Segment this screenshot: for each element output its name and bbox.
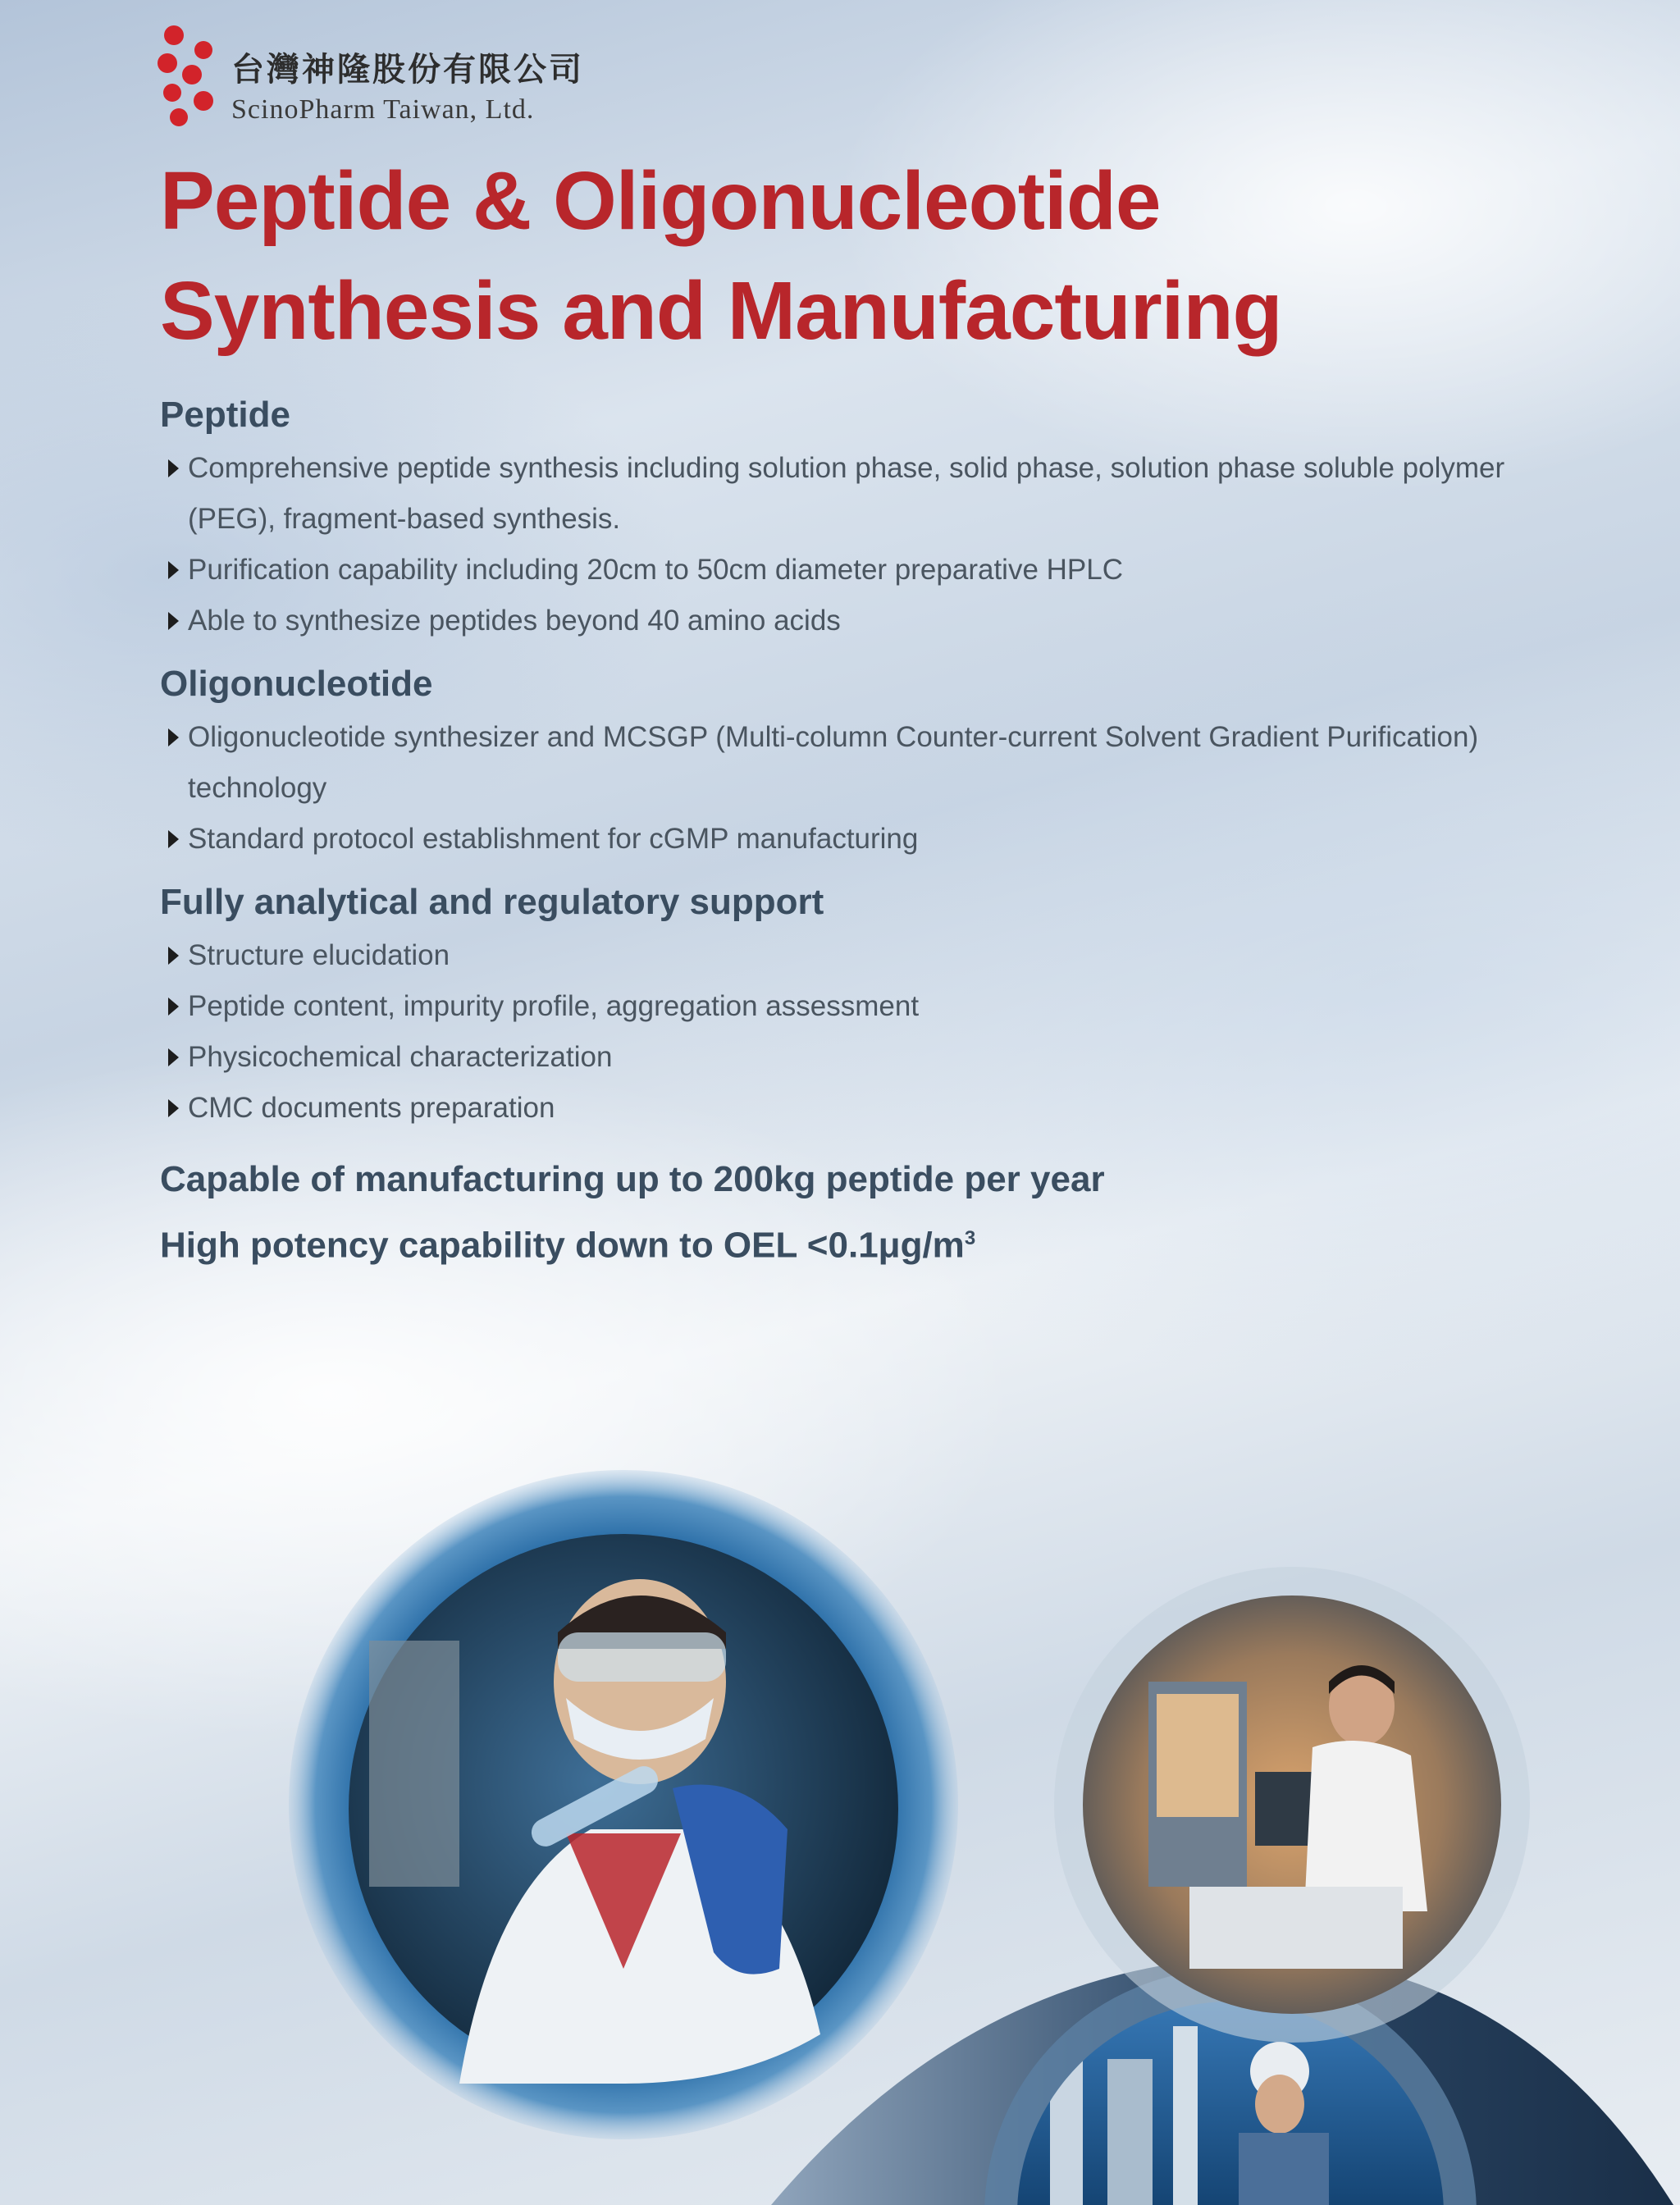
- list-item: Able to synthesize peptides beyond 40 amino acids: [160, 596, 1554, 646]
- scinopharm-logo-icon: [156, 21, 221, 127]
- section-oligonucleotide: [160, 661, 1554, 865]
- unit-exponent: 3: [964, 1227, 976, 1249]
- page-title: [160, 146, 1282, 366]
- list-item: CMC documents preparation: [160, 1083, 1554, 1134]
- lab-technician-photo: [1054, 1567, 1530, 2043]
- list-item: Oligonucleotide synthesizer and MCSGP (Multi-column Counter-current Solvent Gradient Purification) technology: [160, 712, 1554, 814]
- title-line-2: Synthesis and Manufacturing: [160, 265, 1282, 357]
- list-item: Structure elucidation: [160, 930, 1554, 981]
- title-line-1: Peptide & Oligonucleotide: [160, 155, 1161, 247]
- section-heading: Oligonucleotide: [160, 664, 433, 704]
- list-item: Standard protocol establishment for cGMP manufacturing: [160, 814, 1554, 865]
- bullet-list: [160, 712, 1554, 865]
- decorative-arc: [771, 1956, 1673, 2205]
- section-analytical-support: [160, 879, 1554, 1134]
- plant-worker-photo: [984, 1969, 1477, 2205]
- company-name-english: ScinoPharm Taiwan, Ltd.: [231, 94, 535, 125]
- section-heading: Peptide: [160, 395, 290, 435]
- potency-highlight: [160, 1209, 1554, 1276]
- list-item: Comprehensive peptide synthesis including solution phase, solid phase, solution phase soluble polymer (PEG), fragment-based synthesis.: [160, 443, 1554, 545]
- list-item: Peptide content, impurity profile, aggregation assessment: [160, 981, 1554, 1032]
- bullet-list: [160, 443, 1554, 646]
- lab-scientist-photo: [289, 1470, 958, 2139]
- section-heading: Fully analytical and regulatory support: [160, 882, 824, 922]
- content: [160, 392, 1554, 1276]
- capacity-highlight: Capable of manufacturing up to 200kg peptide per year: [160, 1159, 1105, 1199]
- bullet-list: [160, 930, 1554, 1134]
- list-item: Purification capability including 20cm to 50cm diameter preparative HPLC: [160, 545, 1554, 596]
- potency-text: High potency capability down to OEL <0.1μg/m: [160, 1225, 965, 1266]
- company-name-chinese: 台灣神隆股份有限公司: [231, 50, 584, 89]
- section-peptide: [160, 392, 1554, 646]
- company-logo: [156, 21, 648, 127]
- list-item: Physicochemical characterization: [160, 1032, 1554, 1083]
